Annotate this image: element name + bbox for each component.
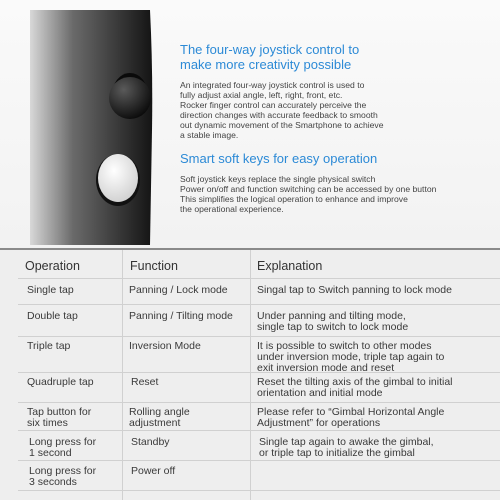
table-row-0-operation: Single tap [27, 284, 74, 296]
table-row-6-operation: Long press for 3 seconds [29, 465, 97, 488]
table-row-2-operation: Triple tap [27, 340, 71, 352]
operation-table [0, 250, 500, 500]
row-divider [18, 430, 500, 431]
header-explanation: Explanation [257, 259, 323, 273]
table-row-0-function: Panning / Lock mode [129, 284, 228, 296]
paragraph-soft-keys: Soft joystick keys replace the single physical switch Power on/off and function switching can be accessed by one button This simplifies the logical operation to enhance and improve the operational experience. [180, 174, 437, 214]
header-function: Function [130, 259, 178, 273]
table-row-5-function: Standby [131, 436, 170, 448]
table-row-4-function: Rolling angle adjustment [129, 406, 190, 429]
table-row-3-explanation: Reset the tilting axis of the gimbal to initial orientation and initial mode [257, 376, 453, 399]
soft-key-button [98, 154, 138, 202]
row-divider [18, 460, 500, 461]
table-row-4-explanation: Please refer to “Gimbal Horizontal Angle Adjustment” for operations [257, 406, 445, 429]
table-row-4-operation: Tap button for six times [27, 406, 92, 429]
column-divider [122, 250, 123, 500]
table-row-1-explanation: Under panning and tilting mode, single tap to switch to lock mode [257, 310, 409, 333]
table-row-3-function: Reset [131, 376, 159, 388]
header-operation: Operation [25, 259, 80, 273]
row-divider [18, 278, 500, 279]
heading-joystick: The four-way joystick control to make more creativity possible [180, 42, 360, 72]
table-row-5-operation: Long press for 1 second [29, 436, 97, 459]
row-divider [18, 490, 500, 491]
table-row-2-explanation: It is possible to switch to other modes under inversion mode, triple tap again to exit inversion mode and reset [257, 340, 445, 374]
column-divider [250, 250, 251, 500]
table-row-3-operation: Quadruple tap [27, 376, 94, 388]
table-row-1-operation: Double tap [27, 310, 78, 322]
row-divider [18, 336, 500, 337]
table-row-1-function: Panning / Tilting mode [129, 310, 233, 322]
paragraph-joystick: An integrated four-way joystick control is used to fully adjust axial angle, left, right, front, etc. Rocker finger control can accurately perceive the direction changes with accurate feedback to smooth out dynamic movement of the Smartphone to achieve a stable image. [180, 80, 384, 140]
table-row-5-explanation: Single tap again to awake the gimbal, or triple tap to initialize the gimbal [259, 436, 434, 459]
table-row-2-function: Inversion Mode [129, 340, 201, 352]
joystick [109, 77, 151, 119]
heading-soft-keys: Smart soft keys for easy operation [180, 151, 378, 166]
feature-section [0, 0, 500, 247]
table-row-0-explanation: Singal tap to Switch panning to lock mode [257, 284, 452, 296]
table-row-6-function: Power off [131, 465, 176, 477]
row-divider [18, 304, 500, 305]
gimbal-handle-image [30, 10, 155, 245]
row-divider [18, 402, 500, 403]
